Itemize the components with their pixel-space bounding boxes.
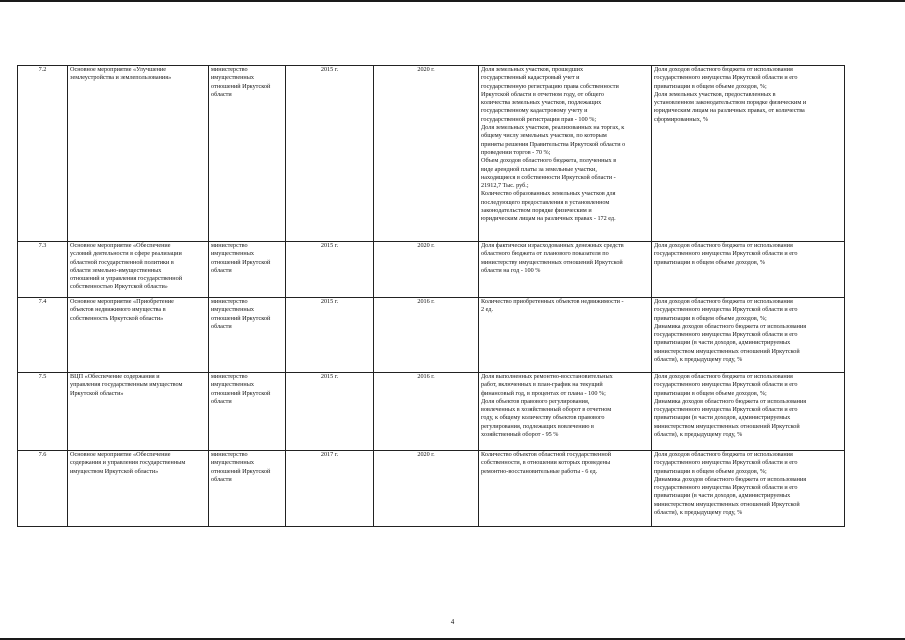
table-row <box>18 451 845 527</box>
indicators-cell: Количество объектов областной государственной собственности, в отношении которых проведены ремонтно-восстановительные работы - 6 ед. <box>479 451 652 527</box>
start-year-cell: 2015 г. <box>286 373 374 451</box>
indicators-cell: Доля фактически израсходованных денежных средств областного бюджета от планового показателя по министерству имущественных отношений Иркутской области на год - 100 % <box>479 242 652 298</box>
program-indicators-cell: Доля доходов областного бюджета от использования государственного имущества Иркутской области и его приватизации в общем объеме доходов, %; Динамика доходов областного бюджета от использования государственного имущества Иркутской области и его приватизации (в части доходов, администрируемых министерством имущественных отношений Иркутской области), к предыдущему году, % <box>652 298 845 373</box>
executor-cell: министерство имущественных отношений Иркутской области <box>209 66 286 242</box>
event-cell: Основное мероприятие «Обеспечение условий деятельности в сфере реализации областной государственной политики в области земельно-имущественных отношений и управления государственной собственностью Иркутской области» <box>68 242 209 298</box>
row-number-cell: 7.4 <box>18 298 68 373</box>
end-year-cell: 2020 г. <box>374 242 479 298</box>
event-cell: Основное мероприятие «Улучшение землеустройства и землепользования» <box>68 66 209 242</box>
executor-cell: министерство имущественных отношений Иркутской области <box>209 298 286 373</box>
row-number-cell: 7.5 <box>18 373 68 451</box>
table-row <box>18 66 845 242</box>
table-row <box>18 242 845 298</box>
program-indicators-cell: Доля доходов областного бюджета от использования государственного имущества Иркутской области и его приватизации в общем объеме доходов, % <box>652 242 845 298</box>
indicators-cell: Доля земельных участков, прошедших государственный кадастровый учет и государственную регистрацию права собственности Иркутской области в отчетном году, от общего количества земельных участков, подлежащих государственному кадастровому учету и государственной регистрации прав - 100 %; Доля земельных участков, реализованных на торгах, к общему числу земельных участков, по которым приняты решения Правительства Иркутской области о проведении торгов - 70 %; Объем доходов областного бюджета, полученных в виде арендной платы за земельные участки, находящиеся в собственности Иркутской области - 21912,7 Тыс. руб.; Количество образованных земельных участков для последующего предоставления в установленном законодательством порядке физическим и юридическим лицам на различных правах - 172 ед. <box>479 66 652 242</box>
row-number-cell: 7.3 <box>18 242 68 298</box>
end-year-cell: 2020 г. <box>374 451 479 527</box>
program-indicators-cell: Доля доходов областного бюджета от использования государственного имущества Иркутской области и его приватизации в общем объеме доходов, %; Доля земельных участков, предоставленных в установленном законодательством порядке физическим и юридическим лицам на различных правах, от количества сформированных, % <box>652 66 845 242</box>
row-number-cell: 7.6 <box>18 451 68 527</box>
indicators-cell: Доля выполненных ремонтно-восстановительных работ, включенных в план-график на текущий финансовый год, в процентах от плана - 100 %; Доля объектов правового регулирования, вовлеченных в хозяйственный оборот в отчетном году, к общему количеству объектов правового регулирования, подлежащих вовлечению в хозяйственный оборот - 95 % <box>479 373 652 451</box>
executor-cell: министерство имущественных отношений Иркутской области <box>209 373 286 451</box>
executor-cell: министерство имущественных отношений Иркутской области <box>209 242 286 298</box>
end-year-cell: 2016 г. <box>374 298 479 373</box>
start-year-cell: 2015 г. <box>286 66 374 242</box>
executor-cell: министерство имущественных отношений Иркутской области <box>209 451 286 527</box>
program-indicators-cell: Доля доходов областного бюджета от использования государственного имущества Иркутской области и его приватизации в общем объеме доходов, %; Динамика доходов областного бюджета от использования государственного имущества Иркутской области и его приватизации (в части доходов, администрируемых министерством имущественных отношений Иркутской области), к предыдущему году, % <box>652 451 845 527</box>
program-events-table <box>17 65 845 527</box>
program-indicators-cell: Доля доходов областного бюджета от использования государственного имущества Иркутской области и его приватизации в общем объеме доходов, %; Динамика доходов областного бюджета от использования государственного имущества Иркутской области и его приватизации (в части доходов, администрируемых министерством имущественных отношений Иркутской области), к предыдущему году, % <box>652 373 845 451</box>
end-year-cell: 2016 г. <box>374 373 479 451</box>
start-year-cell: 2015 г. <box>286 298 374 373</box>
table-row <box>18 298 845 373</box>
row-number-cell: 7.2 <box>18 66 68 242</box>
table-row <box>18 373 845 451</box>
page-number: 4 <box>450 618 455 626</box>
event-cell: Основное мероприятие «Приобретение объектов недвижимого имущества в собственность Иркутской области» <box>68 298 209 373</box>
event-cell: Основное мероприятие «Обеспечение содержания и управления государственным имуществом Иркутской области» <box>68 451 209 527</box>
start-year-cell: 2015 г. <box>286 242 374 298</box>
end-year-cell: 2020 г. <box>374 66 479 242</box>
table-body <box>18 66 845 527</box>
start-year-cell: 2017 г. <box>286 451 374 527</box>
event-cell: ВЦП «Обеспечение содержания и управления государственным имуществом Иркутской области» <box>68 373 209 451</box>
indicators-cell: Количество приобретенных объектов недвижимости - 2 ед. <box>479 298 652 373</box>
